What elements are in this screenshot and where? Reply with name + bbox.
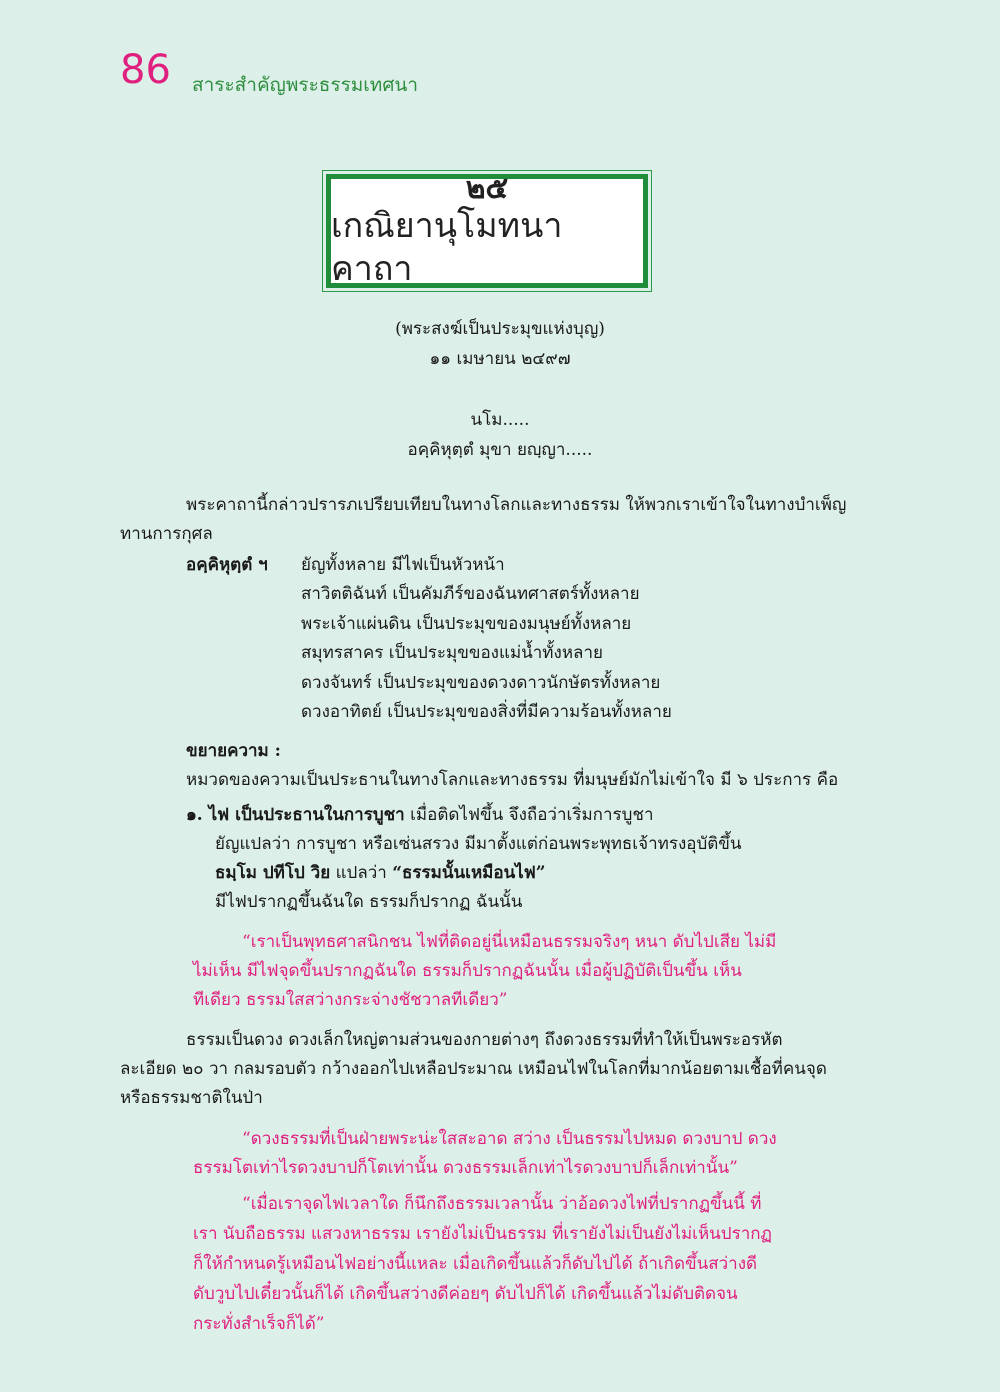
subtitle-description: (พระสงฆ์เป็นประมุขแห่งบุญ) — [395, 319, 605, 339]
item-1-heading — [186, 801, 654, 830]
quote-2-line: “ดวงธรรมที่เป็นฝ่ายพระน่ะใสสะอาด สว่าง เป็นธรรมไปหมด ดวงบาป ดวง — [242, 1129, 777, 1149]
item-1-pali-quote: “ธรรมนั้นเหมือนไฟ” — [392, 863, 546, 883]
explanation-summary: หมวดของความเป็นประธานในทางโลกและทางธรรม ที่มนุษย์มักไม่เข้าใจ มี ๖ ประการ คือ — [186, 770, 839, 790]
sermon-date: ๑๑ เมษายน ๒๔๙๗ — [429, 349, 571, 369]
quote-1-line: “เราเป็นพุทธศาสนิกชน ไฟที่ติดอยู่นี่เหมือนธรรมจริงๆ หนา ดับไปเสีย ไม่มี — [242, 932, 777, 952]
item-1-rest: เมื่อติดไฟขึ้น จึงถือว่าเริ่มการบูชา — [404, 805, 654, 825]
quote-3-line: ดับวูบไปเดี๋ยวนั้นก็ได้ เกิดขึ้นสว่างดีค่อยๆ ดับไปก็ได้ เกิดขึ้นแล้วไม่ดับติดจน — [193, 1284, 738, 1304]
verse-line: สาวิตติฉันท์ เป็นคัมภีร์ของฉันทศาสตร์ทั้งหลาย — [301, 584, 640, 604]
paragraph-2-line: ละเอียด ๒๐ วา กลมรอบตัว กว้างออกไปเหลือประมาณ เหมือนไฟในโลกที่มากน้อยตามเชื้อที่คนจุด — [120, 1059, 827, 1079]
paragraph-2-line: ธรรมเป็นดวง ดวงเล็กใหญ่ตามส่วนของกายต่างๆ ถึงดวงธรรมที่ทำให้เป็นพระอรหัต — [186, 1030, 783, 1050]
invocation-namo: นโม..... — [470, 410, 530, 430]
page-number: 86 — [120, 47, 171, 93]
quote-1-line: ไม่เห็น มีไฟจุดขึ้นปรากฏฉันใด ธรรมก็ปรากฏฉันนั้น เมื่อผู้ปฏิบัติเป็นขึ้น เห็น — [193, 961, 742, 981]
chapter-title: เกณิยานุโมทนาคาถา — [331, 206, 563, 289]
verse-line: ดวงจันทร์ เป็นประมุขของดวงดาวนักษัตรทั้งหลาย — [301, 673, 661, 693]
verse-line: ดวงอาทิตย์ เป็นประมุขของสิ่งที่มีความร้อนทั้งหลาย — [301, 702, 672, 722]
invocation-pali: อคฺคิหุตฺตํ มุขา ยญฺญา..... — [407, 440, 593, 460]
item-1-pali-rest: แปลว่า — [330, 863, 393, 883]
item-1-line-2: ยัญแปลว่า การบูชา หรือเซ่นสรวง มีมาตั้งแต่ก่อนพระพุทธเจ้าทรงอุบัติขึ้น — [215, 834, 742, 854]
item-1-label: ๑. ไฟ เป็นประธานในการบูชา — [186, 805, 405, 825]
explanation-heading: ขยายความ : — [186, 741, 281, 761]
running-title: สาระสำคัญพระธรรมเทศนา — [192, 74, 419, 96]
quote-3-line: เรา นับถือธรรม แสวงหาธรรม เรายังไม่เป็นธรรม ที่เรายังไม่เป็นยังไม่เห็นปรากฏ — [193, 1224, 772, 1244]
verse-line: ยัญทั้งหลาย มีไฟเป็นหัวหน้า — [301, 555, 505, 575]
verse-line: พระเจ้าแผ่นดิน เป็นประมุขของมนุษย์ทั้งหลาย — [301, 614, 632, 634]
quote-2-line: ธรรมโตเท่าไรดวงบาปก็โตเท่านั้น ดวงธรรมเล็กเท่าไรดวงบาปก็เล็กเท่านั้น” — [193, 1158, 738, 1178]
chapter-title-frame — [326, 171, 648, 289]
quote-3-line: กระทั่งสำเร็จก็ได้” — [193, 1314, 325, 1334]
chapter-number: ๒๕ — [465, 171, 509, 206]
quote-3-line: ก็ให้กำหนดรู้เหมือนไฟอย่างนี้แหละ เมื่อเกิดขึ้นแล้วก็ดับไปได้ ถ้าเกิดขึ้นสว่างดี — [193, 1254, 758, 1274]
item-1-pali: ธมฺโม ปทีโป วิย — [215, 863, 331, 883]
intro-line-1: พระคาถานี้กล่าวปรารภเปรียบเทียบในทางโลกและทางธรรม ให้พวกเราเข้าใจในทางบำเพ็ญ — [186, 495, 847, 515]
verse-label: อคฺคิหุตฺตํ ฯ — [186, 555, 268, 575]
chapter-title-box — [322, 170, 652, 292]
intro-line-2: ทานการกุศล — [120, 524, 213, 544]
paragraph-2-line: หรือธรรมชาติในป่า — [120, 1088, 263, 1108]
item-1-pali-line — [215, 859, 546, 888]
verse-line: สมุทรสาคร เป็นประมุขของแม่น้ำทั้งหลาย — [301, 643, 603, 663]
quote-3-line: “เมื่อเราจุดไฟเวลาใด ก็นึกถึงธรรมเวลานั้น ว่าอ้อดวงไฟที่ปรากฏขึ้นนี้ ที่ — [242, 1194, 762, 1214]
item-1-line-4: มีไฟปรากฏขึ้นฉันใด ธรรมก็ปรากฏ ฉันนั้น — [215, 892, 523, 912]
quote-1-line: ทีเดียว ธรรมใสสว่างกระจ่างชัชวาลทีเดียว” — [193, 990, 508, 1010]
